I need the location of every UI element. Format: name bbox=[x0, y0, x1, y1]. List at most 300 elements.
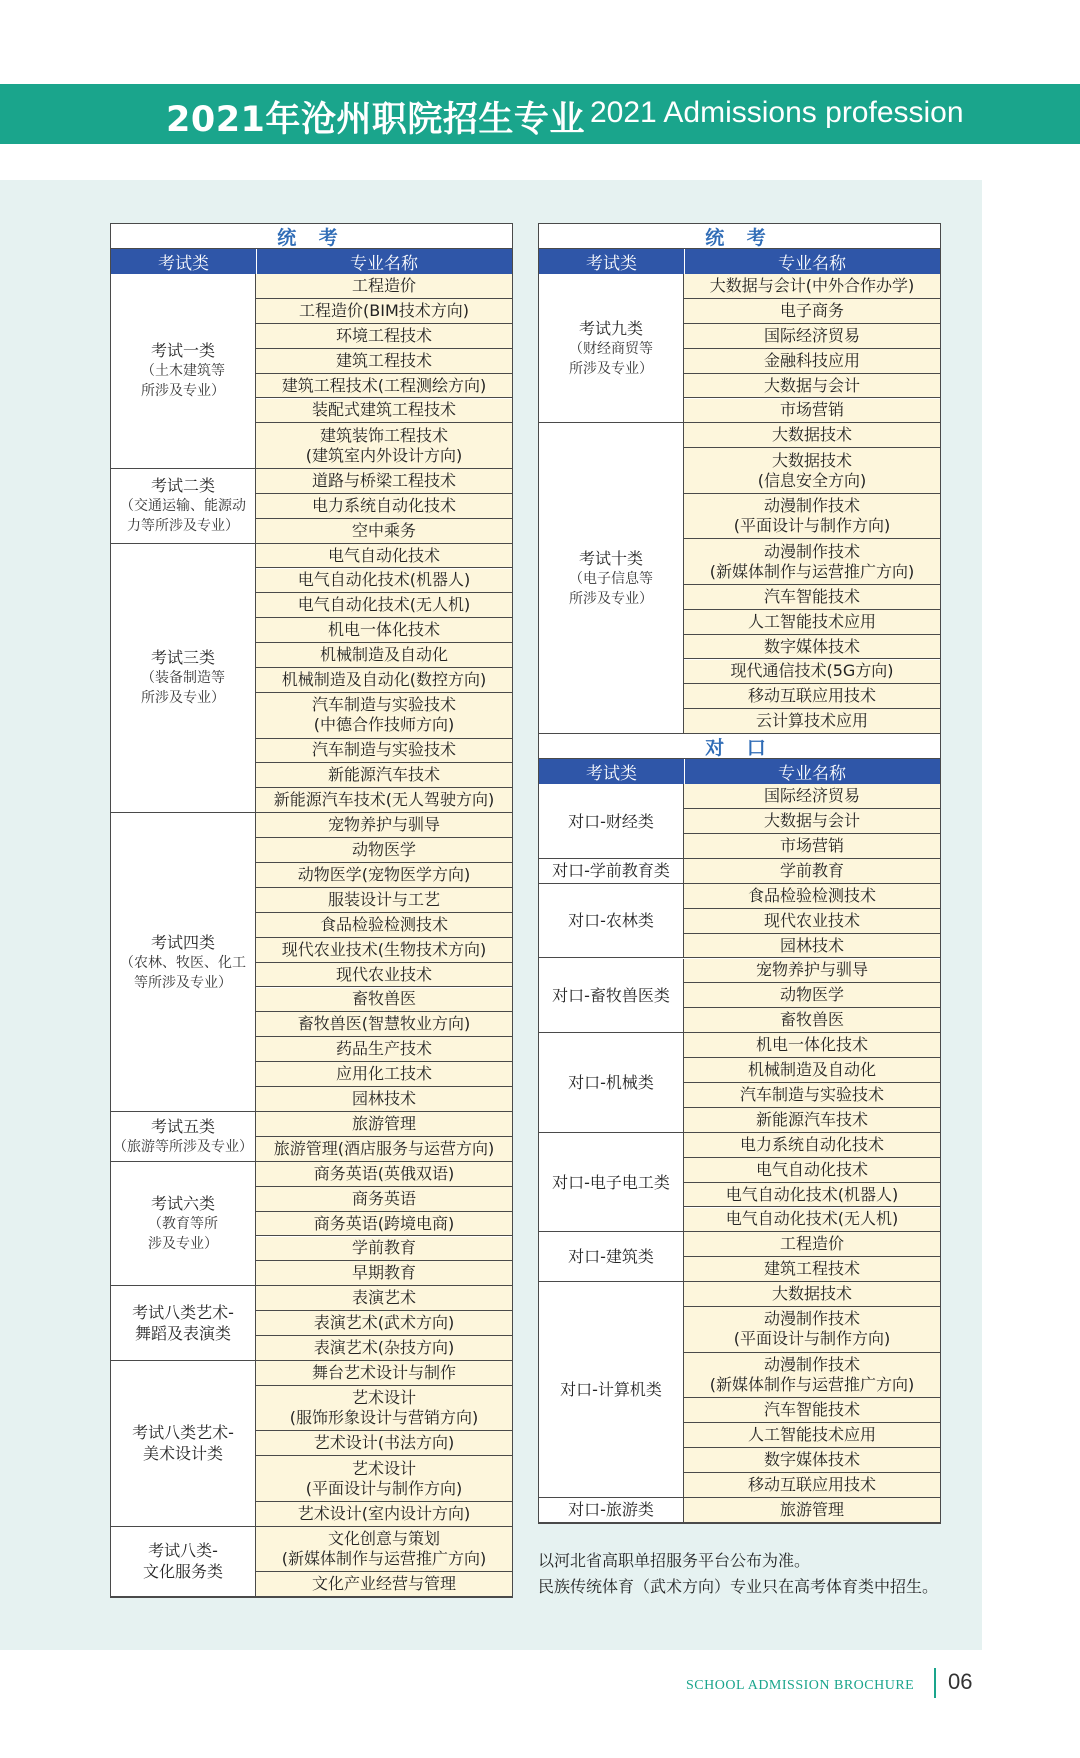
title-english: 2021 Admissions profession bbox=[590, 96, 964, 129]
major-line: 应用化工技术 bbox=[335, 1064, 432, 1084]
major-line: 畜牧兽医(智慧牧业方向) bbox=[297, 1014, 471, 1034]
major-line: (新媒体制作与运营推广方向) bbox=[709, 561, 915, 581]
category-scope: （装备制造等 bbox=[141, 670, 225, 687]
major-line: 艺术设计(室内设计方向) bbox=[297, 1503, 471, 1523]
major-line: 现代通信技术(5G方向) bbox=[730, 661, 894, 681]
major-text bbox=[306, 1459, 463, 1499]
major-text bbox=[312, 740, 456, 760]
major-cell bbox=[256, 1572, 512, 1597]
category-scope: （土木建筑等 bbox=[141, 363, 225, 380]
major-line: 电气自动化技术(无人机) bbox=[725, 1209, 899, 1229]
major-text bbox=[320, 645, 448, 665]
major-line: 商务英语(跨境电商) bbox=[313, 1213, 455, 1233]
major-cell bbox=[256, 274, 512, 299]
major-cell bbox=[684, 1008, 940, 1033]
category-cell bbox=[111, 1527, 256, 1597]
category-scope: 所涉及专业） bbox=[569, 590, 653, 607]
major-text bbox=[764, 1450, 860, 1470]
major-text bbox=[780, 836, 844, 856]
major-cell bbox=[256, 1286, 512, 1311]
major-text bbox=[780, 400, 844, 420]
major-line: 文化产业经营与管理 bbox=[311, 1574, 456, 1594]
major-line: (新媒体制作与运营推广方向) bbox=[281, 1548, 487, 1568]
header-category: 考试类 bbox=[539, 249, 685, 274]
major-line: 国际经济贸易 bbox=[763, 786, 860, 806]
major-line: 动漫制作技术 bbox=[763, 541, 860, 561]
major-line: 畜牧兽医 bbox=[351, 989, 416, 1009]
major-cell bbox=[256, 1261, 512, 1286]
major-line: 电气自动化技术 bbox=[327, 545, 440, 565]
major-cell bbox=[684, 934, 940, 959]
major-line: 动漫制作技术 bbox=[763, 1354, 860, 1374]
major-line: 汽车智能技术 bbox=[763, 586, 860, 606]
major-text bbox=[352, 1263, 416, 1283]
major-line: 空中乘务 bbox=[351, 520, 416, 540]
major-cell bbox=[256, 913, 512, 938]
category-name: 考试一类 bbox=[150, 341, 215, 361]
major-text bbox=[328, 546, 440, 566]
notes bbox=[538, 1548, 938, 1600]
major-line: 旅游管理 bbox=[779, 1499, 844, 1519]
major-line: (新媒体制作与运营推广方向) bbox=[709, 1374, 915, 1394]
major-line: 数字媒体技术 bbox=[763, 1449, 860, 1469]
major-text bbox=[748, 1060, 876, 1080]
left-admissions-table bbox=[110, 223, 513, 1598]
major-line: 电力系统自动化技术 bbox=[739, 1134, 884, 1154]
major-text bbox=[710, 542, 915, 582]
major-line: (中德合作技师方向) bbox=[313, 715, 455, 735]
major-line: 艺术设计(书法方向) bbox=[313, 1433, 455, 1453]
major-text bbox=[336, 326, 432, 346]
major-line: 汽车制造与实验技术 bbox=[311, 695, 456, 715]
table-header-row bbox=[539, 249, 940, 274]
major-cell bbox=[256, 863, 512, 888]
major-line: 移动互联应用技术 bbox=[747, 1474, 876, 1494]
major-cell bbox=[684, 448, 940, 494]
major-text bbox=[352, 276, 416, 296]
major-text bbox=[758, 451, 867, 491]
category-cell bbox=[539, 859, 684, 884]
category-name: 美术设计类 bbox=[142, 1444, 223, 1464]
major-text bbox=[328, 815, 440, 835]
major-line: 舞台艺术设计与制作 bbox=[311, 1362, 456, 1382]
page-number: 06 bbox=[948, 1669, 973, 1694]
major-text bbox=[780, 301, 844, 321]
category-name: 对口-学前教育类 bbox=[552, 861, 670, 881]
major-line: 人工智能技术应用 bbox=[747, 1424, 876, 1444]
major-cell bbox=[256, 813, 512, 838]
category-scope: 力等所涉及专业） bbox=[127, 518, 239, 535]
category-cell bbox=[539, 274, 684, 423]
category-scope: 所涉及专业） bbox=[141, 383, 225, 400]
major-line: 动物医学 bbox=[351, 840, 416, 860]
major-text bbox=[298, 595, 471, 615]
major-line: 机电一体化技术 bbox=[327, 620, 440, 640]
category-cell bbox=[539, 1133, 684, 1233]
major-line: 新能源汽车技术 bbox=[755, 1109, 868, 1129]
major-line: 宠物养护与驯导 bbox=[755, 960, 868, 980]
major-text bbox=[748, 1425, 876, 1445]
major-cell bbox=[256, 593, 512, 618]
major-cell bbox=[256, 1037, 512, 1062]
major-text bbox=[298, 1014, 471, 1034]
major-line: 新能源汽车技术 bbox=[327, 765, 440, 785]
major-text bbox=[352, 1238, 416, 1258]
major-cell bbox=[256, 1456, 512, 1502]
major-line: 宠物养护与驯导 bbox=[327, 815, 440, 835]
category-cell bbox=[111, 1112, 256, 1162]
major-cell bbox=[684, 1448, 940, 1473]
category-name: 对口-旅游类 bbox=[568, 1500, 654, 1520]
major-line: 移动互联应用技术 bbox=[747, 686, 876, 706]
major-text bbox=[282, 940, 487, 960]
major-text bbox=[748, 886, 876, 906]
major-cell bbox=[256, 324, 512, 349]
major-line: 动物医学 bbox=[779, 985, 844, 1005]
major-line: 工程造价 bbox=[779, 1234, 844, 1254]
major-text bbox=[312, 695, 456, 735]
major-cell bbox=[256, 693, 512, 739]
major-line: 现代农业技术 bbox=[335, 964, 432, 984]
major-line: 国际经济贸易 bbox=[763, 325, 860, 345]
major-line: (建筑室内外设计方向) bbox=[305, 445, 463, 465]
major-cell bbox=[684, 399, 940, 424]
major-line: 电力系统自动化技术 bbox=[311, 495, 456, 515]
major-cell bbox=[684, 1232, 940, 1257]
major-text bbox=[764, 351, 860, 371]
major-cell bbox=[684, 610, 940, 635]
major-line: 食品检验检测技术 bbox=[747, 885, 876, 905]
major-text bbox=[328, 890, 440, 910]
major-cell bbox=[684, 1398, 940, 1423]
major-cell bbox=[684, 1473, 940, 1498]
category-scope: （交通运输、能源动 bbox=[120, 498, 246, 515]
major-cell bbox=[684, 539, 940, 585]
major-text bbox=[282, 1529, 487, 1569]
major-line: 汽车智能技术 bbox=[763, 1400, 860, 1420]
major-cell bbox=[684, 859, 940, 884]
major-text bbox=[314, 1313, 455, 1333]
title-banner bbox=[0, 84, 1080, 144]
major-text bbox=[780, 936, 844, 956]
major-line: 云计算技术应用 bbox=[755, 711, 868, 731]
major-line: 装配式建筑工程技术 bbox=[311, 400, 456, 420]
major-cell bbox=[684, 884, 940, 909]
major-text bbox=[748, 612, 876, 632]
category-cell bbox=[539, 1498, 684, 1523]
major-text bbox=[352, 521, 416, 541]
footer-label: SCHOOL ADMISSION BROCHURE bbox=[686, 1678, 915, 1693]
major-cell bbox=[684, 1183, 940, 1208]
major-line: (平面设计与制作方向) bbox=[305, 1478, 463, 1498]
major-text bbox=[312, 1574, 456, 1594]
major-line: 商务英语(英俄双语) bbox=[313, 1163, 455, 1183]
category-scope: 等所涉及专业） bbox=[134, 974, 232, 991]
table-header-row bbox=[111, 249, 512, 274]
major-text bbox=[734, 1309, 891, 1349]
major-text bbox=[764, 1259, 860, 1279]
major-cell bbox=[256, 569, 512, 594]
category-cell bbox=[539, 1033, 684, 1133]
major-text bbox=[298, 1504, 471, 1524]
major-cell bbox=[256, 494, 512, 519]
category-name: 考试十类 bbox=[578, 548, 643, 568]
major-text bbox=[780, 1500, 844, 1520]
major-line: 艺术设计 bbox=[351, 1458, 416, 1478]
major-line: 汽车制造与实验技术 bbox=[739, 1084, 884, 1104]
category-cell bbox=[539, 423, 684, 734]
table-header-row bbox=[539, 759, 940, 784]
major-line: 表演艺术(杂技方向) bbox=[313, 1338, 455, 1358]
major-cell bbox=[684, 494, 940, 540]
major-line: 学前教育 bbox=[351, 1238, 416, 1258]
major-line: 大数据技术 bbox=[771, 1284, 852, 1304]
category-name: 考试五类 bbox=[150, 1116, 215, 1136]
major-line: 园林技术 bbox=[351, 1089, 416, 1109]
major-line: 商务英语 bbox=[351, 1188, 416, 1208]
major-text bbox=[780, 1010, 844, 1030]
major-cell bbox=[256, 1187, 512, 1212]
header-category: 考试类 bbox=[539, 759, 685, 784]
major-text bbox=[352, 1189, 416, 1209]
major-cell bbox=[256, 1431, 512, 1456]
major-line: 机械制造及自动化 bbox=[319, 645, 448, 665]
major-line: 道路与桥梁工程技术 bbox=[311, 470, 456, 490]
major-text bbox=[314, 1433, 455, 1453]
major-line: 电气自动化技术(机器人) bbox=[725, 1184, 899, 1204]
major-cell bbox=[684, 585, 940, 610]
major-text bbox=[336, 965, 432, 985]
major-cell bbox=[684, 983, 940, 1008]
category-cell bbox=[539, 1232, 684, 1282]
category-name: 考试四类 bbox=[150, 932, 215, 952]
major-line: 服装设计与工艺 bbox=[327, 889, 440, 909]
major-text bbox=[748, 1475, 876, 1495]
major-text bbox=[780, 861, 844, 881]
major-text bbox=[740, 1135, 884, 1155]
major-line: 大数据与会计(中外合作办学) bbox=[709, 275, 915, 295]
major-line: 大数据技术 bbox=[771, 425, 852, 445]
category-cell bbox=[111, 1361, 256, 1527]
major-line: 电气自动化技术(无人机) bbox=[297, 595, 471, 615]
category-name: 对口-建筑类 bbox=[568, 1247, 654, 1267]
major-text bbox=[314, 1214, 455, 1234]
category-scope: （电子信息等 bbox=[569, 570, 653, 587]
major-cell bbox=[684, 909, 940, 934]
category-scope: （农林、牧医、化工 bbox=[120, 954, 246, 971]
major-cell bbox=[256, 739, 512, 764]
major-text bbox=[328, 765, 440, 785]
category-name: 对口-计算机类 bbox=[560, 1379, 662, 1399]
major-text bbox=[756, 1035, 868, 1055]
major-cell bbox=[684, 1208, 940, 1233]
category-name: 文化服务类 bbox=[142, 1562, 223, 1582]
major-cell bbox=[256, 1311, 512, 1336]
major-cell bbox=[256, 544, 512, 569]
major-text bbox=[352, 1114, 416, 1134]
major-cell bbox=[684, 299, 940, 324]
major-text bbox=[312, 400, 456, 420]
major-cell bbox=[256, 763, 512, 788]
major-cell bbox=[684, 1033, 940, 1058]
major-cell bbox=[684, 1133, 940, 1158]
category-name: 对口-机械类 bbox=[568, 1072, 654, 1092]
major-line: 大数据与会计 bbox=[763, 375, 860, 395]
major-text bbox=[780, 985, 844, 1005]
category-scope: 涉及专业） bbox=[148, 1236, 218, 1253]
category-scope: （财经商贸等 bbox=[569, 340, 653, 357]
header-major: 专业名称 bbox=[778, 764, 846, 785]
major-text bbox=[764, 637, 860, 657]
major-line: 大数据技术 bbox=[771, 450, 852, 470]
category-scope: （旅游等所涉及专业） bbox=[113, 1138, 253, 1155]
category-cell bbox=[539, 959, 684, 1034]
major-cell bbox=[256, 399, 512, 424]
major-text bbox=[282, 376, 487, 396]
major-text bbox=[764, 811, 860, 831]
major-line: 园林技术 bbox=[779, 935, 844, 955]
major-text bbox=[772, 425, 852, 445]
major-cell bbox=[684, 349, 940, 374]
major-cell bbox=[684, 1498, 940, 1523]
right-admissions-table bbox=[538, 223, 941, 1524]
major-text bbox=[726, 1209, 899, 1229]
major-cell bbox=[256, 1137, 512, 1162]
category-name: 考试八类艺术- bbox=[132, 1303, 234, 1323]
major-cell bbox=[256, 668, 512, 693]
major-cell bbox=[256, 1336, 512, 1361]
major-cell bbox=[256, 423, 512, 469]
major-line: 文化创意与策划 bbox=[327, 1528, 440, 1548]
category-cell bbox=[539, 1282, 684, 1498]
major-line: 食品检验检测技术 bbox=[319, 914, 448, 934]
major-cell bbox=[684, 1307, 940, 1353]
major-cell bbox=[684, 809, 940, 834]
major-cell bbox=[684, 1158, 940, 1183]
major-cell bbox=[684, 1257, 940, 1282]
major-cell bbox=[256, 618, 512, 643]
header-category: 考试类 bbox=[111, 249, 257, 274]
major-line: 环境工程技术 bbox=[335, 325, 432, 345]
major-text bbox=[764, 587, 860, 607]
major-line: 大数据与会计 bbox=[763, 811, 860, 831]
major-cell bbox=[256, 1361, 512, 1386]
major-line: 建筑工程技术 bbox=[763, 1259, 860, 1279]
major-line: (平面设计与制作方向) bbox=[733, 1329, 891, 1349]
major-cell bbox=[256, 1012, 512, 1037]
category-name: 舞蹈及表演类 bbox=[134, 1324, 231, 1344]
major-cell bbox=[684, 709, 940, 734]
major-line: 动漫制作技术 bbox=[763, 496, 860, 516]
category-name: 考试六类 bbox=[150, 1194, 215, 1214]
major-line: 畜牧兽医 bbox=[779, 1010, 844, 1030]
category-cell bbox=[111, 274, 256, 469]
table-block-title: 统 考 bbox=[539, 224, 940, 249]
major-cell bbox=[256, 1527, 512, 1573]
category-cell bbox=[539, 884, 684, 959]
major-line: (平面设计与制作方向) bbox=[733, 516, 891, 536]
major-cell bbox=[684, 1423, 940, 1448]
major-line: (信息安全方向) bbox=[757, 470, 867, 490]
major-text bbox=[710, 276, 915, 296]
major-cell bbox=[684, 660, 940, 685]
note-line: 以河北省高职单招服务平台公布为准。 bbox=[538, 1551, 811, 1570]
category-cell bbox=[111, 544, 256, 814]
major-cell bbox=[684, 423, 940, 448]
major-cell bbox=[684, 959, 940, 984]
major-line: 新能源汽车技术(无人驾驶方向) bbox=[273, 790, 495, 810]
major-cell bbox=[256, 469, 512, 494]
major-cell bbox=[684, 1058, 940, 1083]
major-cell bbox=[256, 788, 512, 813]
major-cell bbox=[256, 374, 512, 399]
category-scope: 所涉及专业） bbox=[141, 690, 225, 707]
major-cell bbox=[256, 838, 512, 863]
major-cell bbox=[256, 1087, 512, 1112]
major-cell bbox=[684, 374, 940, 399]
major-text bbox=[756, 960, 868, 980]
major-text bbox=[726, 1185, 899, 1205]
major-cell bbox=[256, 963, 512, 988]
major-cell bbox=[684, 1353, 940, 1399]
major-text bbox=[274, 790, 495, 810]
major-cell bbox=[684, 834, 940, 859]
major-line: 药品生产技术 bbox=[335, 1039, 432, 1059]
major-cell bbox=[684, 684, 940, 709]
major-cell bbox=[256, 643, 512, 668]
category-cell bbox=[111, 469, 256, 544]
major-text bbox=[764, 911, 860, 931]
major-cell bbox=[256, 938, 512, 963]
major-line: 早期教育 bbox=[351, 1263, 416, 1283]
major-text bbox=[756, 1110, 868, 1130]
major-text bbox=[748, 686, 876, 706]
major-cell bbox=[256, 299, 512, 324]
major-line: 人工智能技术应用 bbox=[747, 611, 876, 631]
major-cell bbox=[684, 635, 940, 660]
major-line: 现代农业技术(生物技术方向) bbox=[281, 939, 487, 959]
major-line: 金融科技应用 bbox=[763, 350, 860, 370]
major-text bbox=[772, 1284, 852, 1304]
table-block-title: 对 口 bbox=[539, 734, 940, 759]
major-text bbox=[780, 1234, 844, 1254]
major-cell bbox=[256, 1062, 512, 1087]
category-name: 对口-畜牧兽医类 bbox=[552, 985, 670, 1005]
major-text bbox=[336, 1039, 432, 1059]
major-line: 机械制造及自动化(数控方向) bbox=[281, 670, 487, 690]
major-line: 建筑工程技术 bbox=[335, 350, 432, 370]
major-line: 市场营销 bbox=[779, 400, 844, 420]
major-line: 数字媒体技术 bbox=[763, 636, 860, 656]
major-cell bbox=[684, 1083, 940, 1108]
major-cell bbox=[684, 1108, 940, 1133]
major-cell bbox=[256, 1386, 512, 1432]
major-line: 市场营销 bbox=[779, 835, 844, 855]
major-line: 电气自动化技术(机器人) bbox=[297, 570, 471, 590]
major-line: 学前教育 bbox=[779, 860, 844, 880]
category-name: 对口-财经类 bbox=[568, 811, 654, 831]
note-line: 民族传统体育（武术方向）专业只在高考体育类中招生。 bbox=[538, 1577, 939, 1596]
category-scope: 所涉及专业） bbox=[569, 360, 653, 377]
major-text bbox=[756, 711, 868, 731]
major-text bbox=[290, 1388, 479, 1428]
major-line: 机械制造及自动化 bbox=[747, 1060, 876, 1080]
major-cell bbox=[256, 888, 512, 913]
major-cell bbox=[256, 988, 512, 1013]
major-cell bbox=[684, 1282, 940, 1307]
category-name: 对口-电子电工类 bbox=[552, 1172, 670, 1192]
major-text bbox=[274, 1139, 495, 1159]
